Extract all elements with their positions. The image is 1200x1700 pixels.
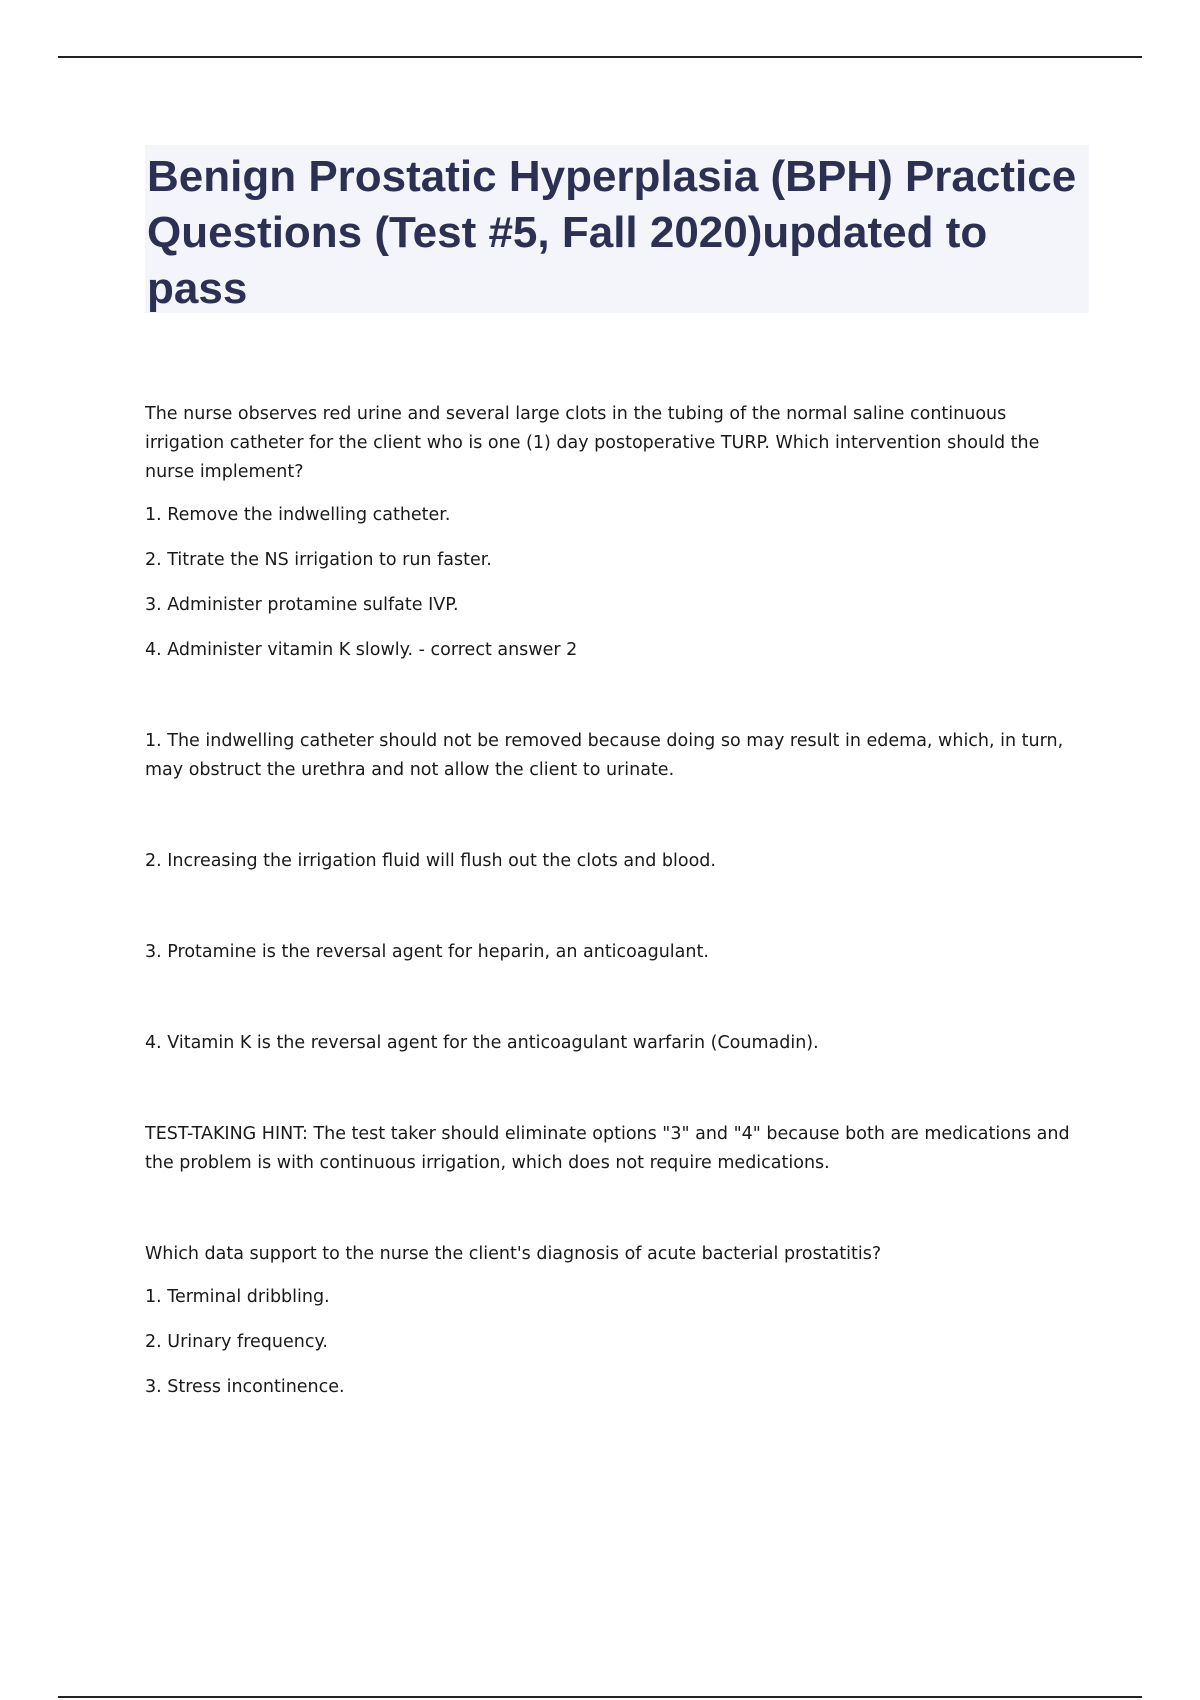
- question-1-explanation-4: 4. Vitamin K is the reversal agent for the anticoagulant warfarin (Coumadin).: [145, 1033, 819, 1053]
- question-1-option-4: 4. Administer vitamin K slowly. - correct answer 2: [145, 640, 578, 660]
- spacer: [145, 1058, 1089, 1120]
- question-2-option-2: 2. Urinary frequency.: [145, 1332, 328, 1352]
- footer-rule: [58, 1696, 1142, 1698]
- spacer: [145, 665, 1089, 727]
- spacer: [145, 1178, 1089, 1240]
- header-rule: [58, 56, 1142, 58]
- question-2-text: Which data support to the nurse the client's diagnosis of acute bacterial prostatitis?: [145, 1244, 882, 1264]
- question-1-text: The nurse observes red urine and several large clots in the tubing of the normal saline continuous irrigation catheter for the client who is one (1) day postoperative TURP. Which intervention should the nurse implement?: [145, 404, 1040, 482]
- title-banner: [145, 145, 1089, 313]
- question-2-option-1: 1. Terminal dribbling.: [145, 1287, 330, 1307]
- question-1-explanation-1: 1. The indwelling catheter should not be removed because doing so may result in edema, which, in turn, may obstruct the urethra and not allow the client to urinate.: [145, 731, 1064, 780]
- spacer: [145, 967, 1089, 1029]
- document-body: [145, 400, 1089, 1402]
- test-taking-hint: TEST-TAKING HINT: The test taker should eliminate options "3" and "4" because both are medications and the problem is with continuous irrigation, which does not require medications.: [145, 1124, 1070, 1173]
- question-1-explanation-3: 3. Protamine is the reversal agent for heparin, an anticoagulant.: [145, 942, 709, 962]
- question-1-option-2: 2. Titrate the NS irrigation to run faster.: [145, 550, 492, 570]
- spacer: [145, 785, 1089, 847]
- question-1-explanation-2: 2. Increasing the irrigation fluid will flush out the clots and blood.: [145, 851, 716, 871]
- question-1-option-1: 1. Remove the indwelling catheter.: [145, 505, 451, 525]
- question-2-option-3: 3. Stress incontinence.: [145, 1377, 345, 1397]
- spacer: [145, 876, 1089, 938]
- document-title: Benign Prostatic Hyperplasia (BPH) Practice Questions (Test #5, Fall 2020)updated to pass: [147, 152, 1077, 313]
- question-1-option-3: 3. Administer protamine sulfate IVP.: [145, 595, 459, 615]
